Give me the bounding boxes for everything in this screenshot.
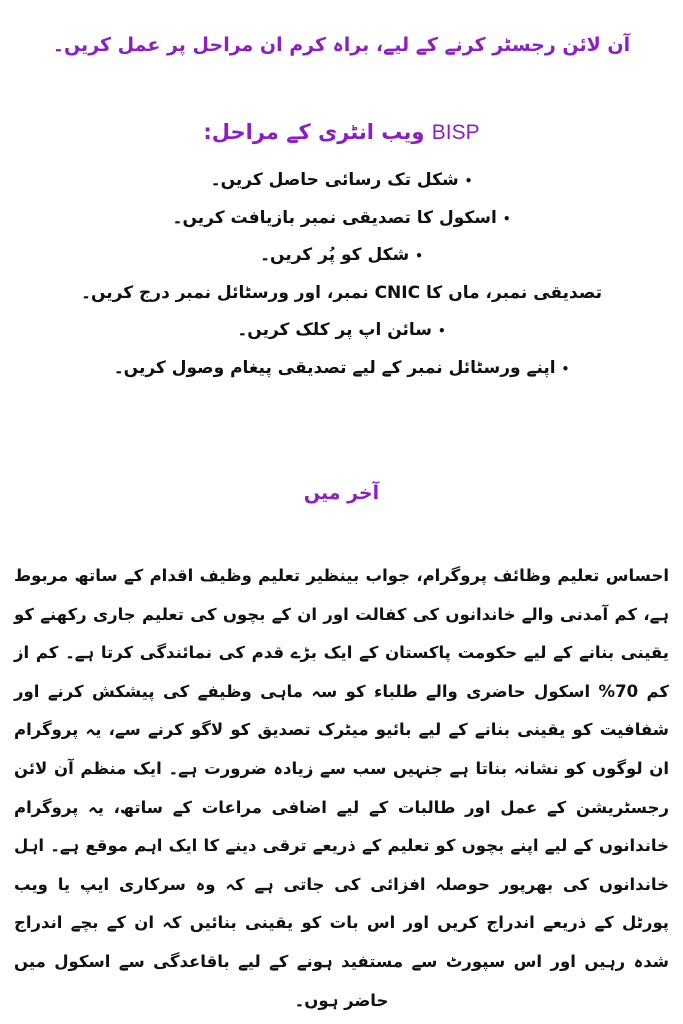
step-text: اسکول کا تصدیقی نمبر بازیافت کریں۔ xyxy=(172,207,497,228)
conclusion-heading: آخر میں xyxy=(303,482,380,504)
bullet-icon: • xyxy=(561,361,570,376)
step-text: شکل تک رسائی حاصل کریں۔ xyxy=(210,170,459,190)
step-item xyxy=(40,200,643,238)
bullet-icon: • xyxy=(438,324,446,338)
step-item xyxy=(40,312,643,350)
steps-list xyxy=(40,162,643,387)
step-text: تصدیقی نمبر، ماں کا CNIC نمبر، اور ورسٹائل نمبر درج کریں۔ xyxy=(81,282,602,303)
step-text: اپنے ورسٹائل نمبر کے لیے تصدیقی پیغام وصول کریں۔ xyxy=(113,357,556,378)
bullet-icon: • xyxy=(502,211,511,226)
bullet-icon: • xyxy=(464,174,473,188)
conclusion-paragraph: احساس تعلیم وظائف پروگرام، جواب بینظیر تعلیم وظیف اقدام کے ساتھ مربوط ہے، کم آمدنی والے خاندانوں کی کفالت اور ان کے بچوں کی تعلیم جاری رکھنے کو یقینی بنانے کے لیے حکومت پاکستان کے ایک بڑے قدم کی نمائندگی کرتا ہے۔ کم از کم 70% اسکول حاضری والے طلباء کو سہ ماہی وظیفے کی پیشکش کرنے اور شفافیت کو یقینی بنانے کے لیے بائیو میٹرک تصدیق کو لاگو کرنے سے، یہ پروگرام ان لوگوں کو نشانہ بناتا ہے جنہیں سب سے زیادہ ضرورت ہے۔ ایک منظم آن لائن رجسٹریشن کے عمل اور طالبات کے لیے اضافی مراعات کے ساتھ، یہ پروگرام خاندانوں کے لیے اپنے بچوں کو تعلیم کے ذریعے ترقی دینے کا ایک اہم موقع ہے۔ اہل خاندانوں کی بھرپور حوصلہ افزائی کی جاتی ہے کہ وہ سرکاری ایپ یا ویب پورٹل کے ذریعے اندراج کریں اور اس بات کو یقینی بنائیں کہ ان کے بچے اندراج شدہ رہیں اور اس سپورٹ سے مستفید ہونے کے لیے باقاعدگی سے اسکول میں حاضر ہوں۔ xyxy=(14,566,669,1010)
bullet-icon: • xyxy=(415,249,423,263)
steps-heading-brand: BISP xyxy=(431,121,480,144)
step-item xyxy=(40,162,643,200)
step-item xyxy=(40,237,643,275)
step-text: سائن اپ پر کلک کریں۔ xyxy=(237,320,432,340)
step-text: شکل کو پُر کریں۔ xyxy=(260,245,410,265)
step-item xyxy=(40,275,643,313)
steps-heading-text: ویب انٹری کے مراحل: xyxy=(203,120,425,144)
step-item xyxy=(40,350,643,388)
intro-heading: آن لائن رجسٹر کرنے کے لیے، براہ کرم ان مراحل پر عمل کریں۔ xyxy=(52,34,631,56)
steps-heading xyxy=(0,116,683,149)
